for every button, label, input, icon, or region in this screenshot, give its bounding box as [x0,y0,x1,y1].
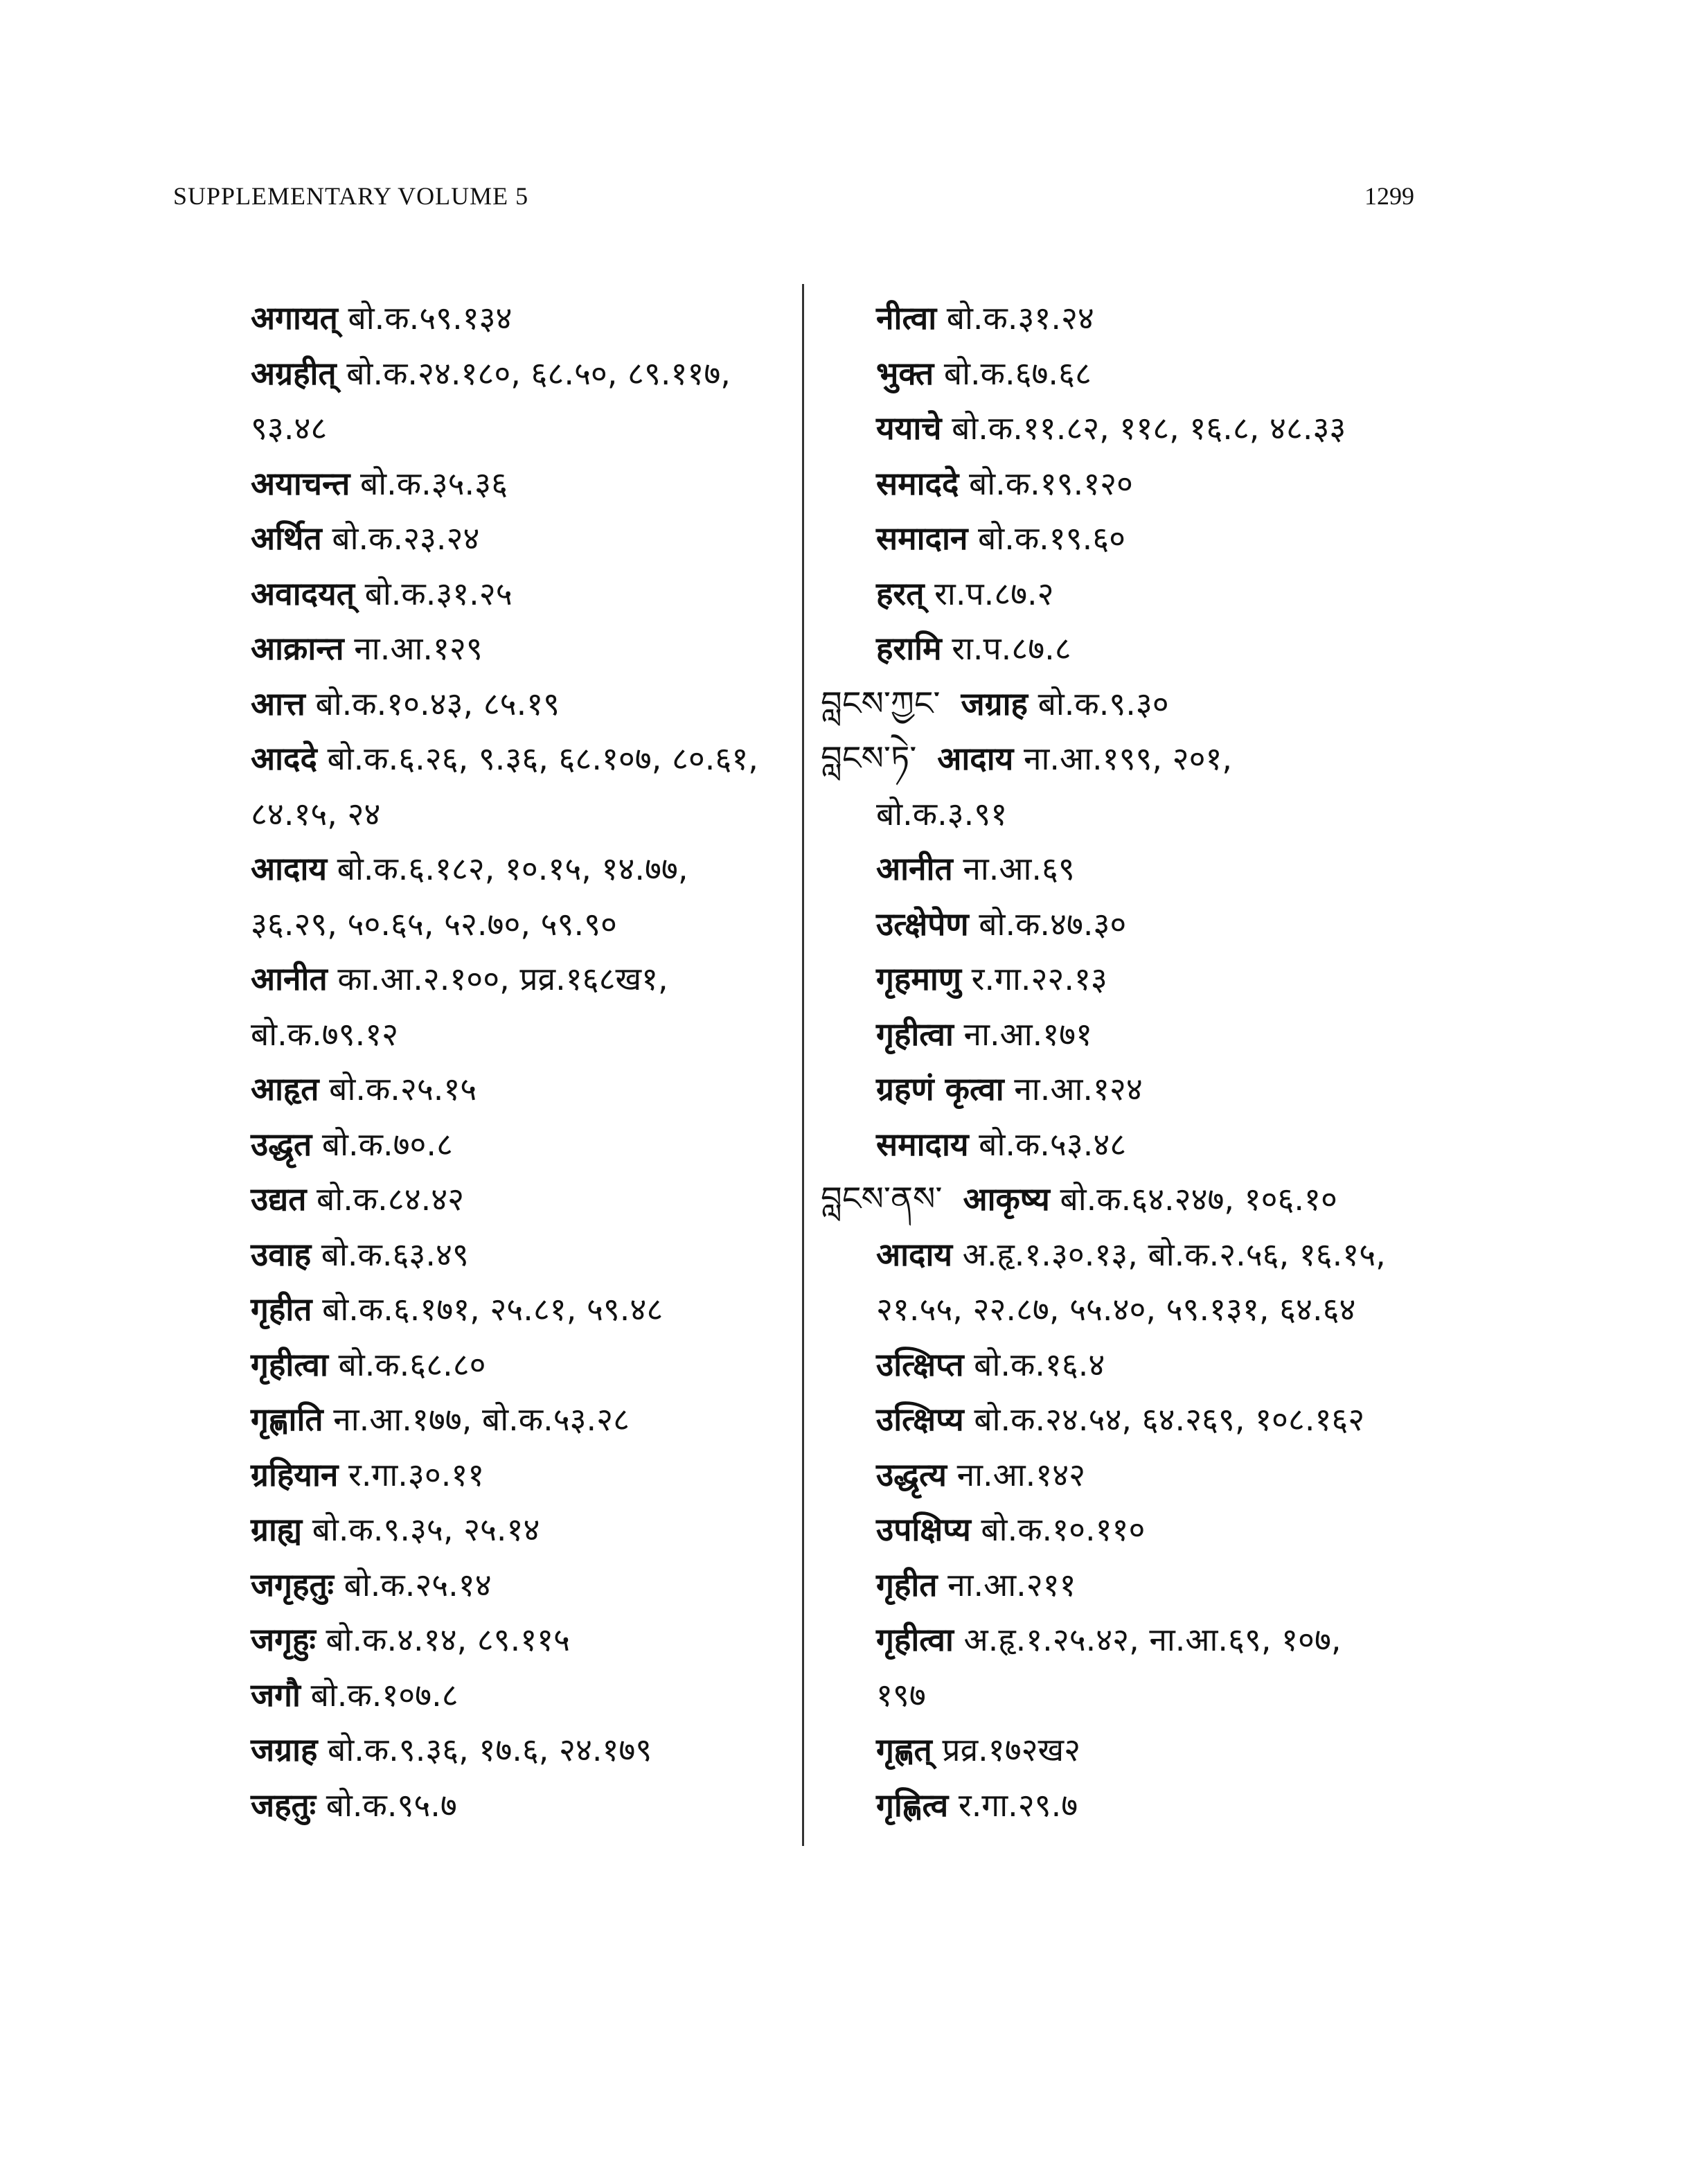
headword: आदाय [251,850,328,887]
headword: गृहीत्वा [876,1015,954,1053]
headword: ययाचे [876,409,942,447]
entry-line [251,1062,791,1117]
references: बो.क.२४.५४, ६४.२६९, १०८.१६२ [974,1401,1365,1438]
entry-line [251,511,791,567]
entry-line [251,1613,791,1668]
references: ३६.२९, ५०.६५, ५२.७०, ५९.९० [251,905,617,943]
headword: गृह्णित्व [876,1786,949,1824]
references: बो.क.१०.४३, ८५.१९ [315,684,560,722]
tibetan-term: བླངས་ནས་ [821,1180,943,1218]
entry-line [821,291,1506,346]
references: बो.क.२५.१४ [344,1565,492,1604]
left-column [251,291,791,1833]
headword: हरत् [876,574,925,612]
references: बो.क.२३.२४ [332,520,480,557]
tibetan-term: བླངས་ཏེ་ [821,739,917,778]
entry-line [821,1723,1506,1778]
entry-line [251,291,791,346]
references: बो.क.१०७.८ [310,1676,458,1714]
headword: उत्क्षेपेण [876,905,969,943]
entry-line [251,621,791,677]
entry-line [821,567,1506,622]
references: १९७ [876,1676,926,1714]
entry-line [821,401,1506,456]
headword: हरामि [876,630,942,667]
entry-line [821,1613,1506,1668]
entry-line [251,1172,791,1227]
entry-line [251,567,791,622]
references: ना.आ.६९ [963,850,1075,887]
references: बो.क.३५.३६ [359,464,508,502]
headword: अर्थित [251,520,322,557]
headword: उद्धृत्य [876,1455,947,1493]
headword: ग्रहियान [251,1455,339,1493]
references: बो.क.३१.२४ [946,299,1094,337]
references: बो.क.६.१८२, १०.१५, १४.७७, [337,850,688,887]
running-head: SUPPLEMENTARY VOLUME 5 [173,182,529,210]
headword: आहृत [251,1070,319,1108]
entry-line [821,1502,1506,1558]
references: बो.क.५९.१३४ [348,299,513,337]
entry-line [821,897,1506,952]
references: बो.क.४७.३० [979,905,1127,943]
headword: समाददे [876,464,959,502]
headword: आनीत [876,850,953,887]
headword: ग्रहणं कृत्वा [876,1070,1004,1108]
headword: आत्त [251,684,305,722]
column-divider [802,284,804,1846]
references: बो.क.३१.२५ [364,574,513,612]
references: ८४.१५, २४ [251,794,381,833]
references: बो.क.९५.७ [326,1786,457,1824]
headword: आदाय [876,1235,953,1273]
headword: उत्क्षिप्य [876,1401,964,1438]
headword: समादाय [876,1125,969,1163]
references: बो.क.९.३६, १७.६, २४.१७९ [328,1731,652,1768]
references: ना.आ.१२९ [354,630,483,667]
references: बो.क.५३.४८ [979,1125,1127,1163]
references: बो.क.१९.६० [978,520,1126,557]
entry-line [821,1392,1506,1448]
references: बो.क.१०.११० [981,1511,1146,1548]
entry-line [251,1502,791,1558]
references: बो.क.८४.४२ [317,1180,465,1218]
headword: जग्राह [961,684,1028,722]
headword: भुक्त [876,354,934,392]
entry-line [821,1172,1506,1227]
entry-line [251,1282,791,1338]
entry-line [821,952,1506,1007]
entry-line [251,1668,791,1723]
entry-line [821,346,1506,402]
references: बो.क.६.२६, ९.३६, ६८.१०७, ८०.६१, [327,740,758,777]
page-number: 1299 [1364,182,1414,210]
references: र.गा.३०.११ [348,1455,485,1493]
entry-line [251,1392,791,1448]
references: बो.क.२४.१८०, ६८.५०, ८९.११७, [346,354,731,392]
entry-line [251,731,791,787]
entry-line [251,1448,791,1503]
entry-line [821,1117,1506,1173]
headword: आदाय [937,740,1014,777]
references: अ.हृ.१.२५.४२, ना.आ.६९, १०७, [963,1621,1342,1658]
headword: गृह्णाति [251,1401,323,1438]
references: बो.क.६८.८० [338,1345,486,1383]
references: बो.क.६४.२४७, १०६.१० [1060,1180,1337,1218]
headword: नीत्वा [876,299,937,337]
headword: जहतुः [251,1786,317,1824]
entry-line [251,1007,791,1063]
references: बो.क.१९.१२० [969,464,1133,502]
headword: जगृहतुः [251,1565,334,1604]
entry-line [251,787,791,842]
references: ना.आ.२११ [947,1565,1076,1604]
headword: जगौ [251,1676,301,1714]
headword: उद्धृत [251,1125,312,1163]
references: र.गा.२२.१३ [971,960,1107,997]
headword: आकृष्य [963,1180,1050,1218]
headword: उत्क्षिप्त [876,1345,964,1383]
references: बो.क.७०.८ [321,1125,453,1163]
entry-line [821,621,1506,677]
entry-line [821,1282,1506,1338]
headword: उवाह [251,1235,312,1273]
entry-line [821,731,1506,787]
references: ना.आ.१९९, २०१, [1023,740,1233,777]
references: र.गा.२९.७ [958,1786,1078,1824]
headword: गृहीत [876,1565,938,1604]
references: ना.आ.१४२ [956,1455,1086,1493]
entry-line [251,1338,791,1393]
tibetan-term: བླངས་ཀྱང་ [821,684,941,723]
entry-line [821,456,1506,512]
entry-line [251,456,791,512]
entry-line [821,511,1506,567]
headword: आददे [251,740,317,777]
headword: गृहीत्वा [251,1345,328,1383]
entry-line [821,787,1506,842]
references: बो.क.९.३५, २५.१४ [312,1511,540,1548]
references: ९३.४८ [251,409,328,447]
references: ना.आ.१२४ [1014,1070,1143,1108]
references: बो.क.४.१४, ८९.११५ [326,1621,570,1658]
entry-line [821,1558,1506,1613]
headword: आनीत [251,960,328,997]
entry-line [251,1778,791,1834]
entry-line [251,1227,791,1283]
headword: उपक्षिप्य [876,1511,971,1548]
references: का.आ.२.१००, प्रव्र.१६८ख१, [337,960,668,997]
headword: गृहीत्वा [876,1621,954,1658]
entry-line [821,677,1506,732]
entry-line [821,1227,1506,1283]
headword: जगृहुः [251,1621,316,1658]
references: बो.क.९.३० [1037,684,1169,722]
headword: आक्रान्त [251,630,344,667]
references: बो.क.६७.६८ [943,354,1092,392]
headword: उद्यत [251,1180,307,1218]
references: रा.प.८७.८ [952,630,1071,667]
entry-line [821,1668,1506,1723]
references: २१.५५, २२.८७, ५५.४०, ५९.१३१, ६४.६४ [876,1290,1356,1328]
headword: गृहीत [251,1290,312,1328]
entry-line [821,1338,1506,1393]
headword: अग्रहीत् [251,354,337,392]
headword: अयाचन्त [251,464,350,502]
entry-line [251,1723,791,1778]
headword: अवादयत् [251,574,355,612]
references: बो.क.६३.४९ [321,1235,469,1273]
entry-line [821,1007,1506,1063]
entry-line [821,1062,1506,1117]
entry-line [251,401,791,456]
headword: गृह्णत् [876,1731,932,1768]
references: रा.प.८७.२ [934,574,1054,612]
entry-line [251,952,791,1007]
headword: समादान [876,520,968,557]
references: अ.हृ.१.३०.१३, बो.क.२.५६, १६.१५, [962,1235,1386,1273]
entry-line [251,677,791,732]
headword: ग्राह्य [251,1511,303,1548]
entry-line [251,1558,791,1613]
references: बो.क.७९.१२ [251,1015,399,1053]
right-column [821,291,1506,1833]
references: बो.क.२५.१५ [329,1070,477,1108]
entry-line [251,346,791,402]
entry-line [821,1778,1506,1834]
entry-line [251,897,791,952]
references: बो.क.६.१७१, २५.८१, ५९.४८ [322,1290,664,1328]
references: बो.क.३.९१ [876,794,1008,833]
references: प्रव्र.१७२ख२ [942,1731,1081,1768]
headword: गृहमाणु [876,960,962,997]
headword: अगायत् [251,299,338,337]
entry-line [251,842,791,897]
references: ना.आ.१७७, बो.क.५३.२८ [333,1401,630,1438]
headword: जग्राह [251,1731,318,1768]
entry-line [251,1117,791,1173]
entry-line [821,842,1506,897]
references: बो.क.११.८२, ११८, १६.८, ४८.३३ [952,409,1346,447]
entry-line [821,1448,1506,1503]
references: ना.आ.१७१ [963,1015,1093,1053]
references: बो.क.१६.४ [974,1345,1105,1383]
